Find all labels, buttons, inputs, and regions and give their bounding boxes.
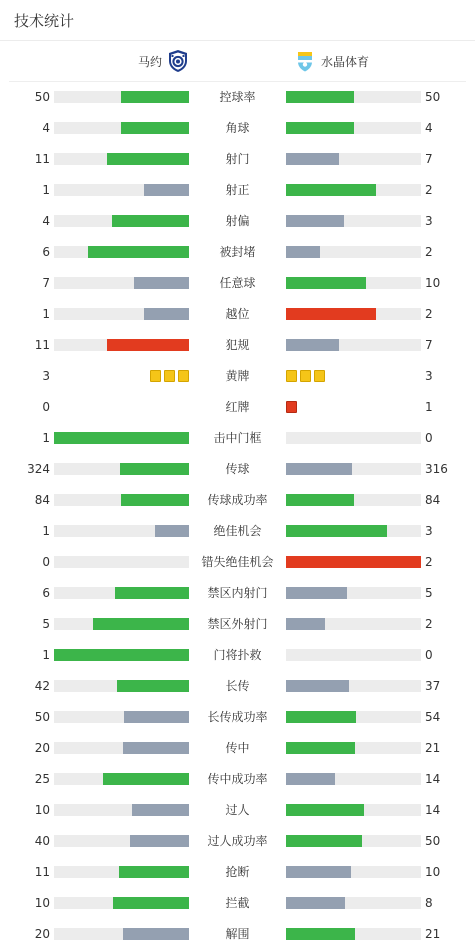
away-team-name: 水晶体育 bbox=[321, 54, 370, 69]
home-stat-bar bbox=[54, 773, 189, 785]
away-stat-bar bbox=[286, 866, 421, 878]
stat-label: 传球 bbox=[225, 462, 250, 476]
stat-row bbox=[0, 206, 475, 237]
away-stat-bar-fill bbox=[286, 91, 354, 103]
away-stat-value: 3 bbox=[425, 214, 433, 228]
home-stat-bar-fill bbox=[124, 711, 189, 723]
away-stat-bar bbox=[286, 463, 421, 475]
home-stat-bar bbox=[54, 587, 189, 599]
home-stat-value: 1 bbox=[42, 307, 50, 321]
home-stat-bar-fill bbox=[121, 91, 189, 103]
stat-row bbox=[0, 702, 475, 733]
away-stat-value: 0 bbox=[425, 431, 433, 445]
away-cards bbox=[286, 401, 297, 413]
home-stat-bar-fill bbox=[107, 339, 189, 351]
home-stat-bar bbox=[54, 649, 189, 661]
stat-label: 长传 bbox=[225, 679, 250, 693]
stat-row bbox=[0, 454, 475, 485]
home-team-name: 马约 bbox=[137, 54, 162, 69]
away-stat-bar bbox=[286, 773, 421, 785]
stat-row bbox=[0, 733, 475, 764]
home-stat-bar bbox=[54, 680, 189, 692]
home-stat-value: 0 bbox=[42, 555, 50, 569]
home-stat-bar bbox=[54, 525, 189, 537]
away-stat-bar bbox=[286, 618, 421, 630]
home-stat-value: 50 bbox=[34, 710, 50, 724]
home-stat-bar-fill bbox=[115, 587, 189, 599]
away-stat-bar-fill bbox=[286, 556, 421, 568]
home-stat-bar bbox=[54, 184, 189, 196]
home-stat-value: 4 bbox=[42, 214, 50, 228]
home-stat-value: 1 bbox=[42, 431, 50, 445]
section-header bbox=[0, 0, 475, 41]
home-stat-bar-fill bbox=[120, 463, 189, 475]
stat-label: 禁区内射门 bbox=[207, 586, 268, 600]
stat-row bbox=[0, 764, 475, 795]
away-stat-bar bbox=[286, 897, 421, 909]
away-stat-bar bbox=[286, 711, 421, 723]
away-stat-bar bbox=[286, 339, 421, 351]
stat-row bbox=[0, 609, 475, 640]
stat-row bbox=[0, 82, 475, 113]
home-stat-bar bbox=[54, 866, 189, 878]
away-stat-value: 37 bbox=[425, 679, 441, 693]
away-stat-value: 50 bbox=[425, 834, 441, 848]
away-stat-value: 3 bbox=[425, 524, 433, 538]
stat-label: 解围 bbox=[225, 927, 250, 941]
away-stat-bar bbox=[286, 153, 421, 165]
home-stat-value: 10 bbox=[34, 803, 50, 817]
home-stat-bar-fill bbox=[123, 928, 189, 940]
away-stat-bar bbox=[286, 277, 421, 289]
away-stat-bar bbox=[286, 835, 421, 847]
home-stat-bar bbox=[54, 308, 189, 320]
away-stat-value: 10 bbox=[425, 276, 441, 290]
home-stat-bar-fill bbox=[54, 649, 189, 661]
stat-label: 拦截 bbox=[225, 896, 250, 910]
home-stat-value: 0 bbox=[42, 400, 50, 414]
stat-row bbox=[0, 671, 475, 702]
home-stat-bar bbox=[54, 494, 189, 506]
stat-label: 任意球 bbox=[219, 276, 256, 290]
stat-row bbox=[0, 888, 475, 919]
away-stat-value: 5 bbox=[425, 586, 433, 600]
home-stat-value: 84 bbox=[34, 493, 50, 507]
home-stat-value: 25 bbox=[34, 772, 50, 786]
stat-label: 黄牌 bbox=[225, 369, 250, 383]
away-stat-bar-fill bbox=[286, 587, 347, 599]
away-stat-bar-fill bbox=[286, 773, 335, 785]
away-stat-bar bbox=[286, 246, 421, 258]
crest-badge-icon bbox=[293, 49, 317, 73]
away-stat-value: 50 bbox=[425, 90, 441, 104]
home-stat-bar-fill bbox=[123, 742, 189, 754]
away-stat-bar-fill bbox=[286, 680, 349, 692]
away-stat-bar bbox=[286, 122, 421, 134]
home-stat-bar-fill bbox=[107, 153, 189, 165]
stat-row bbox=[0, 361, 475, 392]
home-stat-value: 1 bbox=[42, 648, 50, 662]
stat-label: 传球成功率 bbox=[207, 493, 268, 507]
away-stat-bar bbox=[286, 587, 421, 599]
home-stat-bar bbox=[54, 835, 189, 847]
yellow-card-icon bbox=[164, 370, 175, 382]
home-stat-bar-fill bbox=[121, 494, 189, 506]
away-stat-value: 10 bbox=[425, 865, 441, 879]
away-stat-value: 2 bbox=[425, 245, 433, 259]
stat-row bbox=[0, 144, 475, 175]
home-stat-bar bbox=[54, 91, 189, 103]
away-stat-value: 14 bbox=[425, 803, 441, 817]
home-stat-bar-fill bbox=[144, 184, 189, 196]
away-stat-bar-fill bbox=[286, 835, 362, 847]
away-stat-bar bbox=[286, 804, 421, 816]
stat-label: 射正 bbox=[225, 183, 250, 197]
home-stat-value: 10 bbox=[34, 896, 50, 910]
away-stat-bar-fill bbox=[286, 246, 320, 258]
shield-badge-icon bbox=[166, 49, 190, 73]
stat-label: 绝佳机会 bbox=[213, 524, 262, 538]
away-stat-value: 3 bbox=[425, 369, 433, 383]
away-stat-bar-fill bbox=[286, 742, 355, 754]
home-stat-bar bbox=[54, 618, 189, 630]
stat-label: 角球 bbox=[225, 121, 250, 135]
away-stat-bar bbox=[286, 91, 421, 103]
stat-label: 击中门框 bbox=[213, 431, 262, 445]
yellow-card-icon bbox=[286, 370, 297, 382]
red-card-icon bbox=[286, 401, 297, 413]
stat-label: 长传成功率 bbox=[207, 710, 268, 724]
away-stat-bar-fill bbox=[286, 711, 356, 723]
stat-row bbox=[0, 175, 475, 206]
away-stat-bar-fill bbox=[286, 122, 354, 134]
away-stat-bar bbox=[286, 928, 421, 940]
away-stat-bar-fill bbox=[286, 866, 351, 878]
away-stat-value: 21 bbox=[425, 741, 441, 755]
away-stat-bar bbox=[286, 494, 421, 506]
away-stat-bar bbox=[286, 742, 421, 754]
stat-row bbox=[0, 795, 475, 826]
away-stat-bar-fill bbox=[286, 277, 366, 289]
away-stat-bar-fill bbox=[286, 153, 339, 165]
home-stat-bar bbox=[54, 742, 189, 754]
stat-label: 射偏 bbox=[225, 214, 250, 228]
home-team[interactable] bbox=[138, 49, 190, 73]
away-stat-bar-fill bbox=[286, 618, 325, 630]
home-stat-bar-fill bbox=[54, 432, 189, 444]
yellow-card-icon bbox=[150, 370, 161, 382]
home-stat-value: 42 bbox=[34, 679, 50, 693]
stat-row bbox=[0, 237, 475, 268]
stat-row bbox=[0, 826, 475, 857]
home-stat-value: 1 bbox=[42, 524, 50, 538]
teams-header bbox=[9, 41, 466, 82]
stat-row bbox=[0, 516, 475, 547]
away-stat-value: 2 bbox=[425, 555, 433, 569]
home-stat-bar bbox=[54, 463, 189, 475]
away-cards bbox=[286, 370, 325, 382]
home-stat-bar-fill bbox=[113, 897, 189, 909]
away-stat-value: 84 bbox=[425, 493, 441, 507]
home-stat-value: 5 bbox=[42, 617, 50, 631]
stat-row bbox=[0, 299, 475, 330]
away-stat-value: 0 bbox=[425, 648, 433, 662]
home-stat-value: 7 bbox=[42, 276, 50, 290]
away-stat-bar bbox=[286, 184, 421, 196]
home-stat-value: 40 bbox=[34, 834, 50, 848]
section-title: 技术统计 bbox=[14, 11, 75, 30]
home-stat-bar bbox=[54, 215, 189, 227]
stat-row bbox=[0, 330, 475, 361]
home-stat-value: 11 bbox=[34, 865, 50, 879]
stat-label: 抢断 bbox=[225, 865, 250, 879]
away-stat-bar bbox=[286, 308, 421, 320]
stat-row bbox=[0, 268, 475, 299]
home-stat-value: 324 bbox=[27, 462, 50, 476]
home-stat-bar bbox=[54, 153, 189, 165]
home-stat-value: 6 bbox=[42, 586, 50, 600]
away-stat-value: 8 bbox=[425, 896, 433, 910]
away-stat-bar bbox=[286, 556, 421, 568]
home-stat-value: 6 bbox=[42, 245, 50, 259]
home-stat-bar bbox=[54, 277, 189, 289]
away-stat-value: 2 bbox=[425, 307, 433, 321]
stat-label: 传中成功率 bbox=[207, 772, 268, 786]
home-stat-value: 4 bbox=[42, 121, 50, 135]
away-stat-bar-fill bbox=[286, 804, 364, 816]
home-stat-bar-fill bbox=[119, 866, 189, 878]
stat-label: 过人成功率 bbox=[207, 834, 268, 848]
away-stat-bar bbox=[286, 432, 421, 444]
yellow-card-icon bbox=[178, 370, 189, 382]
away-team[interactable] bbox=[293, 49, 369, 73]
stat-row bbox=[0, 919, 475, 950]
home-stat-bar bbox=[54, 804, 189, 816]
home-stat-bar-fill bbox=[130, 835, 189, 847]
stat-label: 传中 bbox=[225, 741, 250, 755]
stat-row bbox=[0, 485, 475, 516]
stat-label: 被封堵 bbox=[219, 245, 256, 259]
home-stat-bar-fill bbox=[93, 618, 189, 630]
home-stat-bar-fill bbox=[132, 804, 189, 816]
stat-label: 错失绝佳机会 bbox=[201, 555, 274, 569]
yellow-card-icon bbox=[300, 370, 311, 382]
away-stat-bar-fill bbox=[286, 308, 376, 320]
away-stat-bar-fill bbox=[286, 463, 352, 475]
stat-label: 越位 bbox=[225, 307, 250, 321]
stat-row bbox=[0, 547, 475, 578]
home-stat-bar bbox=[54, 928, 189, 940]
home-stat-bar-fill bbox=[134, 277, 189, 289]
stat-row bbox=[0, 578, 475, 609]
away-stat-value: 2 bbox=[425, 183, 433, 197]
home-stat-bar-fill bbox=[117, 680, 189, 692]
home-stat-bar bbox=[54, 556, 189, 568]
home-stat-bar bbox=[54, 339, 189, 351]
home-stat-value: 20 bbox=[34, 927, 50, 941]
home-stat-bar-fill bbox=[88, 246, 189, 258]
stat-label: 犯规 bbox=[225, 338, 250, 352]
stat-row bbox=[0, 113, 475, 144]
home-stat-value: 3 bbox=[42, 369, 50, 383]
home-stat-value: 11 bbox=[34, 338, 50, 352]
away-stat-value: 4 bbox=[425, 121, 433, 135]
away-stat-bar bbox=[286, 525, 421, 537]
away-stat-value: 7 bbox=[425, 152, 433, 166]
home-stat-bar bbox=[54, 122, 189, 134]
yellow-card-icon bbox=[314, 370, 325, 382]
stat-label: 禁区外射门 bbox=[207, 617, 268, 631]
stat-row bbox=[0, 392, 475, 423]
home-stat-value: 11 bbox=[34, 152, 50, 166]
away-stat-bar bbox=[286, 680, 421, 692]
stat-label: 过人 bbox=[225, 803, 250, 817]
home-stat-bar-fill bbox=[103, 773, 189, 785]
stat-row bbox=[0, 640, 475, 671]
away-stat-value: 2 bbox=[425, 617, 433, 631]
home-stat-value: 1 bbox=[42, 183, 50, 197]
away-stat-value: 21 bbox=[425, 927, 441, 941]
away-stat-bar-fill bbox=[286, 525, 387, 537]
away-stat-value: 54 bbox=[425, 710, 441, 724]
stat-row bbox=[0, 423, 475, 454]
home-stat-bar-fill bbox=[112, 215, 189, 227]
stat-label: 射门 bbox=[225, 152, 250, 166]
away-stat-bar-fill bbox=[286, 897, 345, 909]
away-stat-value: 316 bbox=[425, 462, 448, 476]
home-cards bbox=[150, 370, 189, 382]
home-stat-bar-fill bbox=[121, 122, 189, 134]
home-stat-bar bbox=[54, 711, 189, 723]
home-stat-bar bbox=[54, 246, 189, 258]
home-stat-bar bbox=[54, 432, 189, 444]
stat-label: 红牌 bbox=[225, 400, 250, 414]
away-stat-value: 1 bbox=[425, 400, 433, 414]
home-stat-bar-fill bbox=[144, 308, 189, 320]
stat-label: 控球率 bbox=[219, 90, 256, 104]
away-stat-bar-fill bbox=[286, 494, 354, 506]
away-stat-bar-fill bbox=[286, 339, 339, 351]
away-stat-bar bbox=[286, 649, 421, 661]
stat-row bbox=[0, 857, 475, 888]
away-stat-value: 14 bbox=[425, 772, 441, 786]
away-stat-value: 7 bbox=[425, 338, 433, 352]
away-stat-bar-fill bbox=[286, 928, 355, 940]
home-stat-bar-fill bbox=[155, 525, 189, 537]
stat-label: 门将扑救 bbox=[213, 648, 262, 662]
away-stat-bar-fill bbox=[286, 184, 376, 196]
away-stat-bar bbox=[286, 215, 421, 227]
home-stat-value: 20 bbox=[34, 741, 50, 755]
home-stat-value: 50 bbox=[34, 90, 50, 104]
home-stat-bar bbox=[54, 897, 189, 909]
away-stat-bar-fill bbox=[286, 215, 344, 227]
